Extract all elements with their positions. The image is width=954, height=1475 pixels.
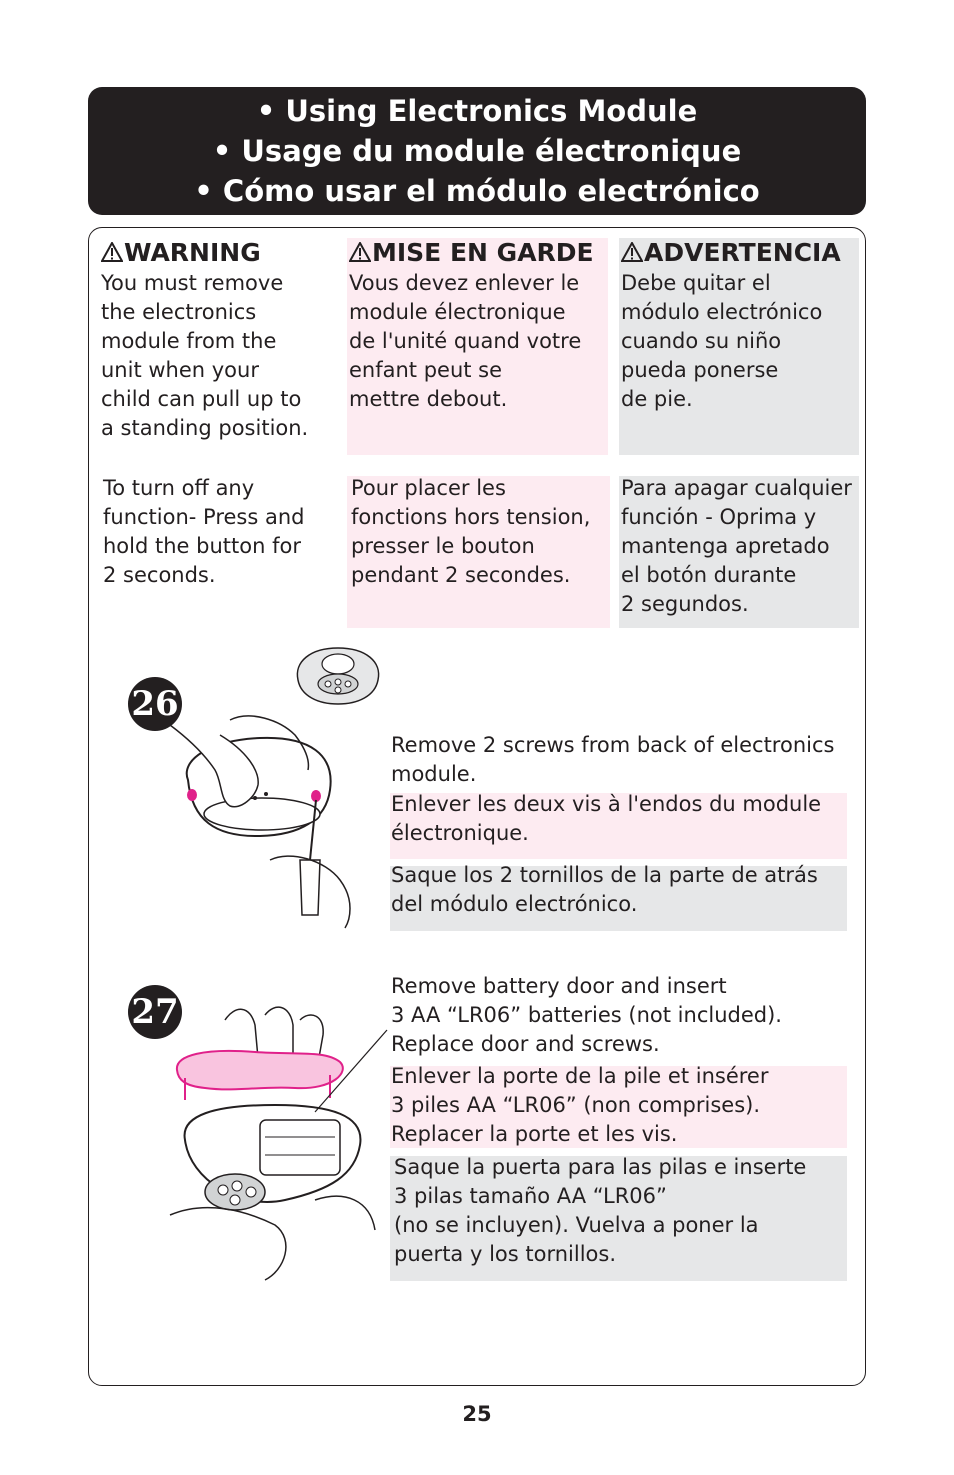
text-line: puerta y los tornillos. (394, 1242, 616, 1266)
text-line: enfant peut se (349, 358, 503, 382)
text-line: 2 segundos. (621, 592, 749, 616)
warning-es-text (621, 269, 822, 414)
warning-triangle-icon (349, 242, 371, 262)
text-line: pendant 2 secondes. (351, 563, 571, 587)
header-title-es: • Cómo usar el módulo electrónico (194, 174, 760, 208)
text-line: child can pull up to (101, 387, 302, 411)
text-line: module from the (101, 329, 277, 353)
text-line: hold the button for (103, 534, 301, 558)
step-27-es-text (394, 1153, 806, 1269)
text-line: cuando su niño (621, 329, 782, 353)
warning-en-text (101, 269, 308, 443)
text-line: Enlever les deux vis à l'endos du module (391, 792, 822, 816)
text-line: 3 AA “LR06” batteries (not included). (391, 1003, 782, 1027)
header-title-en: • Using Electronics Module (256, 94, 698, 128)
text-line: Saque los 2 tornillos de la parte de atrás (391, 863, 818, 887)
text-line: a standing position. (101, 416, 309, 440)
turnoff-es-text (621, 474, 852, 619)
battery-insertion-illustration (165, 1000, 390, 1285)
text-line: 3 piles AA “LR06” (non comprises). (391, 1093, 761, 1117)
text-line: Para apagar cualquier (621, 476, 852, 500)
text-line: 3 pilas tamaño AA “LR06” (394, 1184, 667, 1208)
electronics-module-icon (290, 640, 385, 710)
text-line: mettre debout. (349, 387, 508, 411)
text-line: module électronique (349, 300, 566, 324)
step-27-fr-text (391, 1062, 768, 1149)
text-line: presser le bouton (351, 534, 535, 558)
text-line: Remove battery door and insert (391, 974, 727, 998)
text-line: del módulo electrónico. (391, 892, 638, 916)
text-line: pueda ponerse (621, 358, 779, 382)
warning-es-title: ADVERTENCIA (644, 238, 841, 267)
text-line: To turn off any (103, 476, 255, 500)
text-line: 2 seconds. (103, 563, 216, 587)
step-26-en-text (391, 731, 834, 789)
text-line: Vous devez enlever le (349, 271, 580, 295)
page-number: 25 (462, 1402, 492, 1426)
warning-fr-title: MISE EN GARDE (372, 238, 594, 267)
warning-en-title: WARNING (124, 238, 261, 267)
warning-en-heading (101, 238, 261, 268)
text-line: fonctions hors tension, (351, 505, 591, 529)
text-line: el botón durante (621, 563, 797, 587)
step-26-fr-text (391, 790, 821, 848)
section-header (88, 87, 866, 215)
text-line: mantenga apretado (621, 534, 830, 558)
text-line: électronique. (391, 821, 529, 845)
text-line: Remove 2 screws from back of electronics (391, 733, 835, 757)
warning-es-heading (621, 238, 841, 268)
text-line: de pie. (621, 387, 693, 411)
step-26-number: 26 (128, 677, 182, 731)
text-line: Pour placer les (351, 476, 506, 500)
warning-triangle-icon (621, 242, 643, 262)
step-27-en-text (391, 972, 782, 1059)
text-line: función - Oprima y (621, 505, 817, 529)
text-line: function- Press and (103, 505, 305, 529)
text-line: unit when your (101, 358, 259, 382)
text-line: módulo electrónico (621, 300, 823, 324)
turnoff-en-text (103, 474, 305, 590)
step-26-es-text (391, 861, 818, 919)
header-title-fr: • Usage du module électronique (212, 134, 742, 168)
text-line: Replace door and screws. (391, 1032, 660, 1056)
text-line: de l'unité quand votre (349, 329, 582, 353)
turnoff-fr-text (351, 474, 590, 590)
text-line: Enlever la porte de la pile et insérer (391, 1064, 769, 1088)
warning-fr-text (349, 269, 581, 414)
text-line: Replacer la porte et les vis. (391, 1122, 678, 1146)
text-line: the electronics (101, 300, 257, 324)
text-line: Debe quitar el (621, 271, 771, 295)
text-line: module. (391, 762, 477, 786)
screwdriver-removal-illustration (160, 710, 370, 930)
text-line: Saque la puerta para las pilas e inserte (394, 1155, 807, 1179)
warning-fr-heading (349, 238, 594, 268)
text-line: You must remove (101, 271, 284, 295)
warning-triangle-icon (101, 242, 123, 262)
step-27-number: 27 (128, 985, 182, 1039)
text-line: (no se incluyen). Vuelva a poner la (394, 1213, 759, 1237)
